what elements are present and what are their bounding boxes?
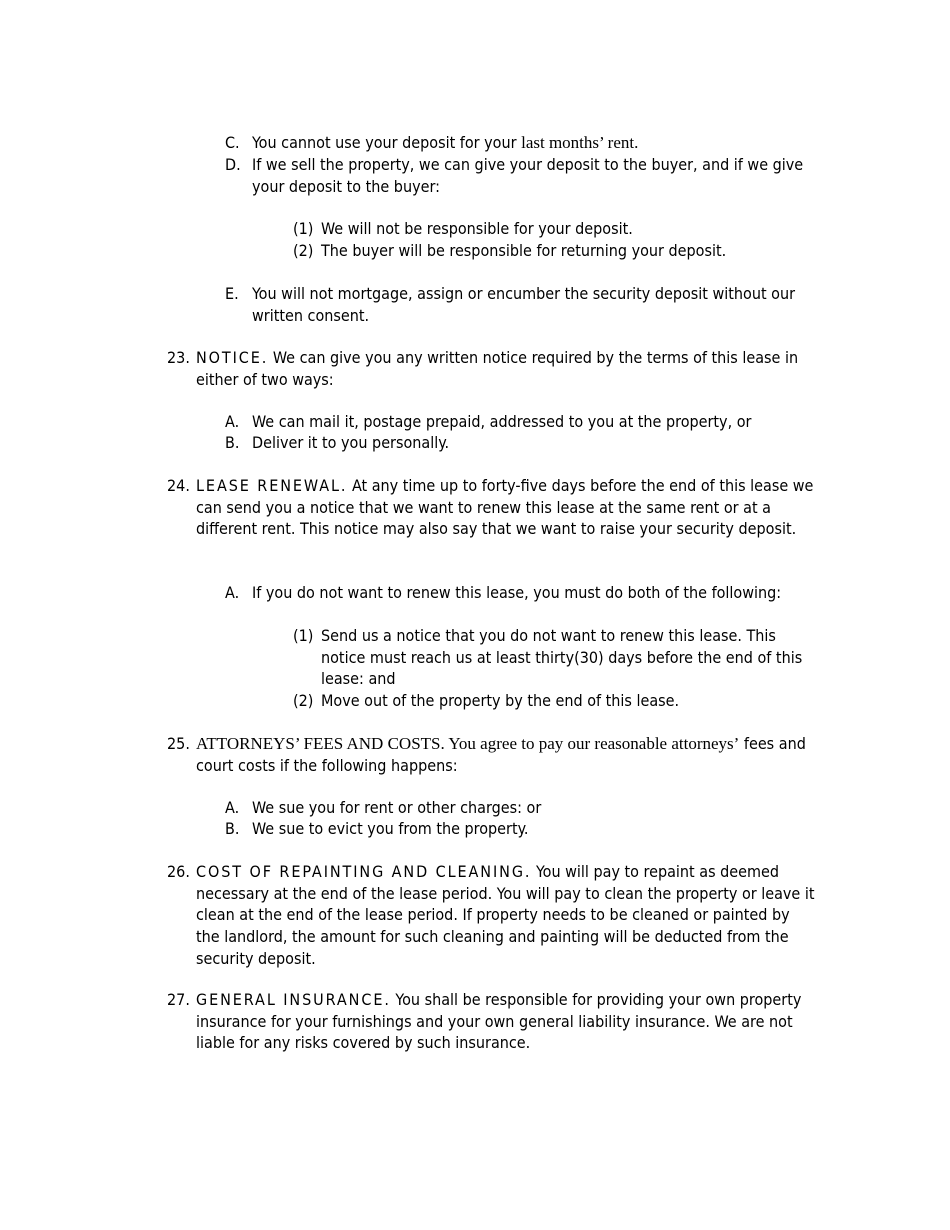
subitem-text: Move out of the property by the end of this lease. — [321, 691, 680, 710]
section-25-attorneys-fees — [167, 733, 815, 776]
section-text — [196, 989, 815, 1054]
item-label: A. — [225, 798, 240, 817]
section-26-repainting-cleaning — [167, 861, 815, 970]
item-text: Deliver it to you personally. — [252, 433, 450, 452]
section-body: At any time up to forty-five days before the end of this lease we can send you a notice that we want to renew this lease at the same rent or at a different rent. This notice may also say that we want to raise your security deposit. — [196, 476, 814, 539]
section-text — [196, 861, 815, 970]
item-label: D. — [225, 155, 241, 174]
section-body: We can give you any written notice required by the terms of this lease in either of two ways: — [196, 348, 799, 389]
subitem-label: (1) — [293, 626, 314, 645]
item-text: If you do not want to renew this lease, you must do both of the following: — [252, 583, 782, 602]
section-text — [196, 475, 815, 540]
item-label: B. — [225, 819, 240, 838]
section-23-item-b — [225, 432, 810, 454]
section-24-lease-renewal — [167, 475, 815, 540]
item-text: If we sell the property, we can give your deposit to the buyer, and if we give your deposit to the buyer: — [252, 155, 804, 196]
section-heading: COST OF REPAINTING AND CLEANING. — [196, 862, 532, 881]
section-number: 25. — [167, 734, 190, 753]
item-label: A. — [225, 583, 240, 602]
section-number: 26. — [167, 862, 190, 881]
subitem-label: (2) — [293, 241, 314, 260]
section-25-item-a — [225, 797, 810, 819]
section-number: 27. — [167, 990, 190, 1009]
subitem-2 — [293, 240, 818, 262]
subitem-text: Send us a notice that you do not want to renew this lease. This notice must reach us at least thirty(30) days before the end of this lease: and — [321, 626, 803, 689]
section-25-item-b — [225, 818, 810, 840]
section-27-general-insurance — [167, 989, 815, 1054]
item-e — [225, 283, 810, 326]
item-d — [225, 154, 810, 197]
item-text-serif: last months’ rent. — [521, 133, 639, 152]
section-number: 24. — [167, 476, 190, 495]
section-body: fees and court costs if the following happens: — [196, 734, 806, 775]
item-text: You will not mortgage, assign or encumber the security deposit without our written consent. — [252, 284, 796, 325]
section-heading: LEASE RENEWAL. — [196, 476, 348, 495]
section-body: You will pay to repaint as deemed necessary at the end of the lease period. You will pay to clean the property or leave it clean at the end of the lease period. If property needs to be cleaned or painted by the landlord, the amount for such cleaning and painting will be deducted from the security deposit. — [196, 862, 815, 968]
item-text-part: You cannot use your deposit for your — [252, 133, 522, 152]
item-text — [252, 132, 810, 154]
section-body: You shall be responsible for providing your own property insurance for your furnishings and your own general liability insurance. We are not liable for any risks covered by such insurance. — [196, 990, 802, 1053]
item-label: A. — [225, 412, 240, 431]
subitem-label: (2) — [293, 691, 314, 710]
section-23-notice — [167, 347, 815, 390]
item-text: We can mail it, postage prepaid, addressed to you at the property, or — [252, 412, 752, 431]
subitem-text: We will not be responsible for your deposit. — [321, 219, 633, 238]
section-text — [196, 347, 815, 390]
section-text — [196, 733, 815, 776]
item-label: E. — [225, 284, 239, 303]
item-label: C. — [225, 133, 240, 152]
subitem-text: The buyer will be responsible for returning your deposit. — [321, 241, 727, 260]
item-text: We sue you for rent or other charges: or — [252, 798, 542, 817]
section-24-item-a — [225, 582, 810, 604]
subitem-1 — [293, 218, 818, 240]
item-label: B. — [225, 433, 240, 452]
section-number: 23. — [167, 348, 190, 367]
item-text: We sue to evict you from the property. — [252, 819, 529, 838]
subitem-label: (1) — [293, 219, 314, 238]
section-heading: GENERAL INSURANCE. — [196, 990, 391, 1009]
section-23-item-a — [225, 411, 810, 433]
section-24-subitem-1 — [293, 625, 818, 690]
section-heading: ATTORNEYS’ FEES AND COSTS. You agree to pay our reasonable attorneys’ — [196, 734, 740, 753]
section-24-subitem-2 — [293, 690, 818, 712]
section-heading: NOTICE. — [196, 348, 269, 367]
item-c — [225, 132, 810, 154]
